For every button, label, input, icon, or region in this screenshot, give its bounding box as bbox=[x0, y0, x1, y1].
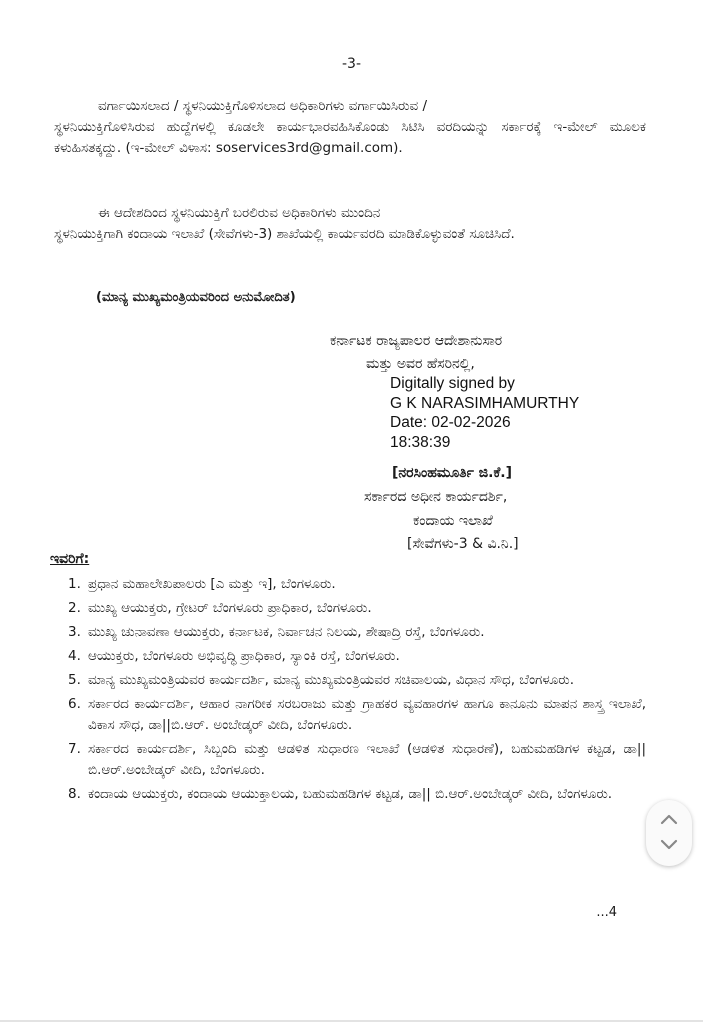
page-number: -3- bbox=[341, 56, 361, 72]
paragraph-1 bbox=[54, 96, 646, 159]
recipients-list bbox=[54, 574, 646, 805]
signer-section: [ಸೇವೆಗಳು-3 & ವಿ.ನಿ.] bbox=[407, 536, 519, 552]
paragraph-2-body: ಸ್ಥಳನಿಯುಕ್ತಿಗಾಗಿ ಕಂದಾಯ ಇಲಾಖೆ (ಸೇವೆಗಳು-3) ಶಾಖೆಯಲ್ಲಿ ಕಾರ್ಯವರದಿ ಮಾಡಿಕೊಳ್ಳುವಂತೆ ಸೂಚಿಸಿದೆ. bbox=[54, 226, 515, 242]
paragraph-2-first-line: ಈ ಆದೇಶದಿಂದ ಸ್ಥಳನಿಯುಕ್ತಿಗೆ ಬರಲಿರುವ ಅಧಿಕಾರಿಗಳು ಮುಂದಿನ bbox=[98, 205, 381, 221]
signer-name: [ನರಸಿಂಹಮೂರ್ತಿ ಜಿ.ಕೆ.] bbox=[392, 465, 513, 481]
governor-order-line-2: ಮತ್ತು ಅವರ ಹೆಸರಿನಲ್ಲಿ, bbox=[366, 356, 475, 372]
list-item: 3. ಮುಖ್ಯ ಚುನಾವಣಾ ಆಯುಕ್ತರು, ಕರ್ನಾಟಕ, ನಿರ್ವಾಚನ ನಿಲಯ, ಶೇಷಾದ್ರಿ ರಸ್ತೆ, ಬೆಂಗಳೂರು. bbox=[68, 624, 485, 640]
approval-note: (ಮಾನ್ಯ ಮುಖ್ಯಮಂತ್ರಿಯವರಿಂದ ಅನುಮೋದಿತ) bbox=[96, 290, 296, 305]
digital-signature-date: Date: 02-02-2026 bbox=[390, 414, 511, 431]
digital-signature-time: 18:38:39 bbox=[390, 433, 451, 451]
list-item: 4. ಆಯುಕ್ತರು, ಬೆಂಗಳೂರು ಅಭಿವೃದ್ಧಿ ಪ್ರಾಧಿಕಾರ, ಸ್ಯಾಂಕಿ ರಸ್ತೆ, ಬೆಂಗಳೂರು. bbox=[68, 648, 400, 664]
paragraph-2 bbox=[54, 203, 646, 245]
governor-order-line-1: ಕರ್ನಾಟಕ ರಾಜ್ಯಪಾಲರ ಆದೇಶಾನುಸಾರ bbox=[330, 333, 503, 349]
digital-signature-name: G K NARASIMHAMURTHY bbox=[390, 394, 580, 412]
list-item: 6. ಸರ್ಕಾರದ ಕಾರ್ಯದರ್ಶಿ, ಆಹಾರ ನಾಗರೀಕ ಸರಬರಾಜು ಮತ್ತು ಗ್ರಾಹಕರ ವ್ಯವಹಾರಗಳ ಹಾಗೂ ಕಾನೂನು ಮಾಪನ ಶಾಸ್ತ್ರ ಇಲಾಖೆ, ವಿಕಾಸ ಸೌಧ, ಡಾ||ಬಿ.ಆರ್. ಅಂಬೇಡ್ಕರ್ ವೀದಿ, ಬೆಂಗಳೂರು. bbox=[68, 696, 646, 733]
signer-designation: ಸರ್ಕಾರದ ಅಧೀನ ಕಾರ್ಯದರ್ಶಿ, bbox=[364, 489, 508, 505]
digital-signature bbox=[390, 374, 579, 452]
list-item: 8. ಕಂದಾಯ ಆಯುಕ್ತರು, ಕಂದಾಯ ಆಯುಕ್ತಾಲಯ, ಬಹುಮಹಡಿಗಳ ಕಟ್ಟಡ, ಡಾ|| ಬಿ.ಆರ್.ಅಂಬೇಡ್ಕರ್ ವೀದಿ, ಬೆಂಗಳೂರು. bbox=[68, 786, 613, 802]
page-bottom-divider bbox=[0, 1020, 703, 1022]
digital-signature-label: Digitally signed by bbox=[390, 375, 515, 392]
page-scroll-control[interactable] bbox=[646, 800, 692, 866]
signer-department: ಕಂದಾಯ ಇಲಾಖೆ bbox=[413, 513, 493, 529]
recipients-heading: ಇವರಿಗೆ: bbox=[50, 551, 90, 567]
list-item: 7. ಸರ್ಕಾರದ ಕಾರ್ಯದರ್ಶಿ, ಸಿಬ್ಬಂದಿ ಮತ್ತು ಆಡಳಿತ ಸುಧಾರಣ ಇಲಾಖೆ (ಆಡಳಿತ ಸುಧಾರಣೆ), ಬಹುಮಹಡಿಗಳ ಕಟ್ಟಡ, ಡಾ|| ಬಿ.ಆರ್.ಅಂಬೇಡ್ಕರ್ ವೀದಿ, ಬೆಂಗಳೂರು. bbox=[68, 741, 646, 778]
chevron-down-icon[interactable] bbox=[659, 838, 679, 852]
continuation-marker: ...4 bbox=[596, 905, 617, 920]
list-item: 5. ಮಾನ್ಯ ಮುಖ್ಯಮಂತ್ರಿಯವರ ಕಾರ್ಯದರ್ಶಿ, ಮಾನ್ಯ ಮುಖ್ಯಮಂತ್ರಿಯವರ ಸಚಿವಾಲಯ, ವಿಧಾನ ಸೌಧ, ಬೆಂಗಳೂರು. bbox=[68, 672, 575, 688]
chevron-up-icon[interactable] bbox=[659, 812, 679, 826]
paragraph-1-first-line: ವರ್ಗಾಯಿಸಲಾದ / ಸ್ಥಳನಿಯುಕ್ತಿಗೊಳಿಸಲಾದ ಅಧಿಕಾರಿಗಳು ವರ್ಗಾಯಿಸಿರುವ / bbox=[98, 98, 427, 114]
list-item: 1. ಪ್ರಧಾನ ಮಹಾಲೇಖಪಾಲರು [ಎ ಮತ್ತು ಇ], ಬೆಂಗಳೂರು. bbox=[68, 576, 336, 592]
list-item: 2. ಮುಖ್ಯ ಆಯುಕ್ತರು, ಗ್ರೇಟರ್ ಬೆಂಗಳೂರು ಪ್ರಾಧಿಕಾರ, ಬೆಂಗಳೂರು. bbox=[68, 600, 372, 616]
governor-order-block bbox=[330, 330, 502, 376]
paragraph-1-body: ಸ್ಥಳನಿಯುಕ್ತಿಗೊಳಿಸಿರುವ ಹುದ್ದೆಗಳಲ್ಲಿ ಕೂಡಲೇ ಕಾರ್ಯಭಾರವಹಿಸಿಕೊಂಡು ಸಿಟಿಸಿ ವರದಿಯನ್ನು ಸರ್ಕಾರಕ್ಕೆ ಇ-ಮೇಲ್ ಮೂಲಕ ಕಳುಹಿಸತಕ್ಕದ್ದು. (ಇ-ಮೇಲ್ ವಿಳಾಸ: soservices3rd@gmail.com). bbox=[54, 119, 646, 156]
